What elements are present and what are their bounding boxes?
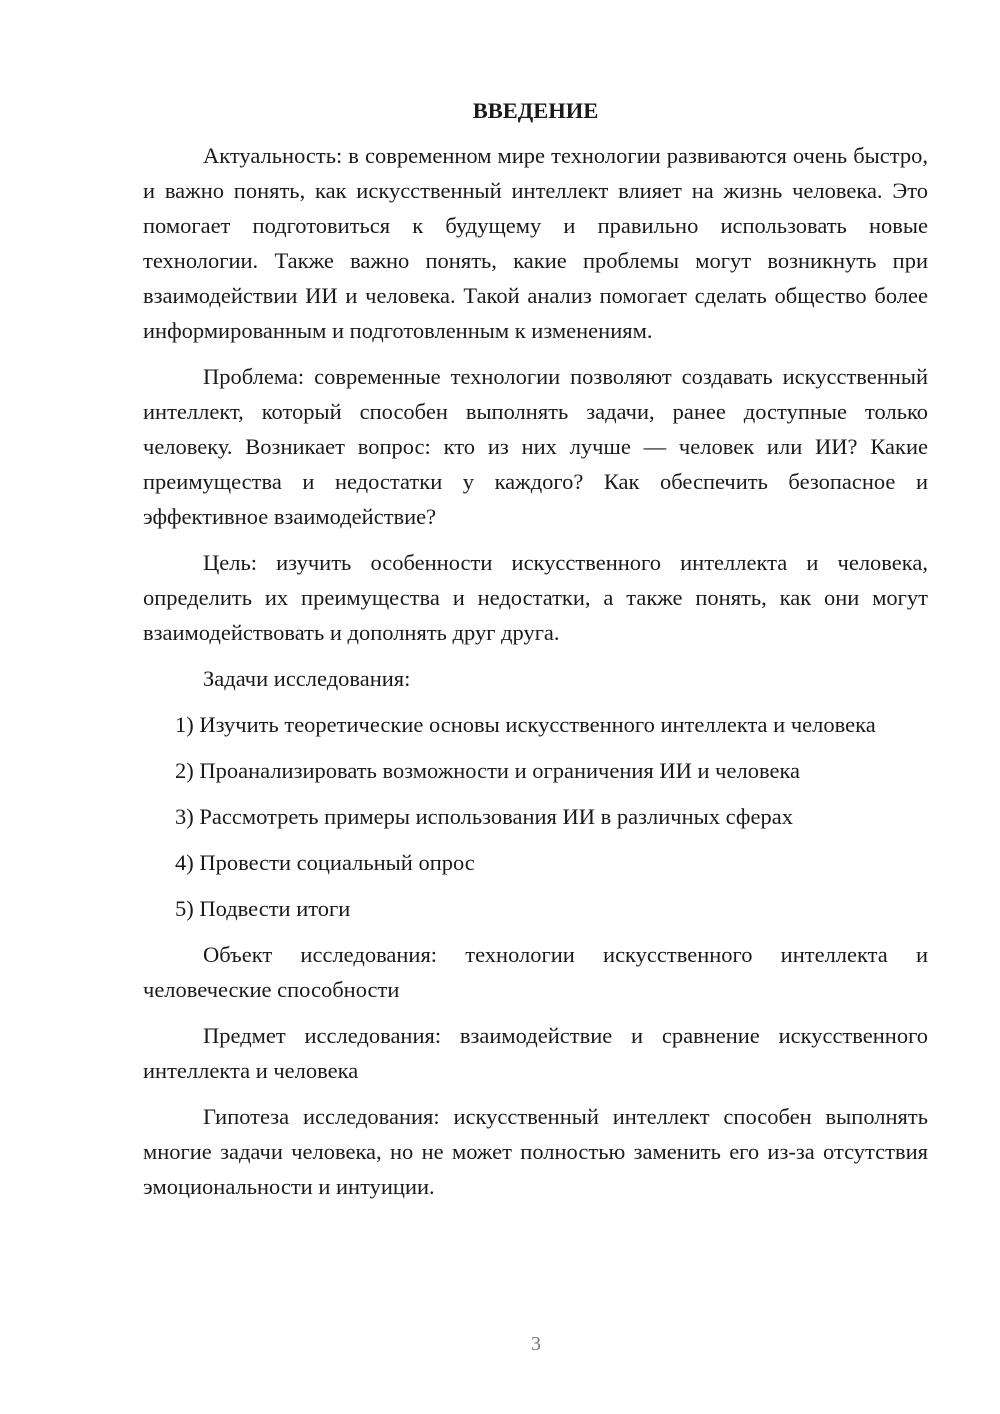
hypothesis-paragraph: Гипотеза исследования: искусственный интеллект способен выполнять многие задачи человека, но не может полностью заменить его из-за отсутствия эмоциональности и интуиции. bbox=[143, 1104, 928, 1199]
goal-paragraph: Цель: изучить особенности искусственного интеллекта и человека, определить их преимущества и недостатки, а также понять, как они могут взаимодействовать и дополнять друг друга. bbox=[143, 550, 928, 645]
task-item-4: 4) Провести социальный опрос bbox=[175, 850, 475, 875]
document-page bbox=[143, 96, 928, 1215]
task-item-5: 5) Подвести итоги bbox=[175, 896, 351, 921]
task-item-2: 2) Проанализировать возможности и ограничения ИИ и человека bbox=[175, 758, 801, 783]
problem-paragraph: Проблема: современные технологии позволяют создавать искусственный интеллект, который способен выполнять задачи, ранее доступные только человеку. Возникает вопрос: кто из них лучше — человек или ИИ? Какие преимущества и недостатки у каждого? Как обеспечить безопасное и эффективное взаимодействие? bbox=[143, 364, 928, 529]
relevance-paragraph: Актуальность: в современном мире технологии развиваются очень быстро, и важно понять, как искусственный интеллект влияет на жизнь человека. Это помогает подготовиться к будущему и правильно использовать новые технологии. Также важно понять, какие проблемы могут возникнуть при взаимодействии ИИ и человека. Такой анализ помогает сделать общество более информированным и подготовленным к изменениям. bbox=[143, 143, 928, 343]
subject-paragraph: Предмет исследования: взаимодействие и сравнение искусственного интеллекта и человека bbox=[143, 1023, 928, 1083]
tasks-label: Задачи исследования: bbox=[203, 666, 411, 691]
object-paragraph: Объект исследования: технологии искусственного интеллекта и человеческие способности bbox=[143, 942, 928, 1002]
page-number: 3 bbox=[531, 1333, 541, 1355]
task-item-3: 3) Рассмотреть примеры использования ИИ в различных сферах bbox=[175, 804, 793, 829]
task-item-1: 1) Изучить теоретические основы искусственного интеллекта и человека bbox=[175, 712, 876, 737]
section-title: ВВЕДЕНИЕ bbox=[472, 98, 599, 123]
